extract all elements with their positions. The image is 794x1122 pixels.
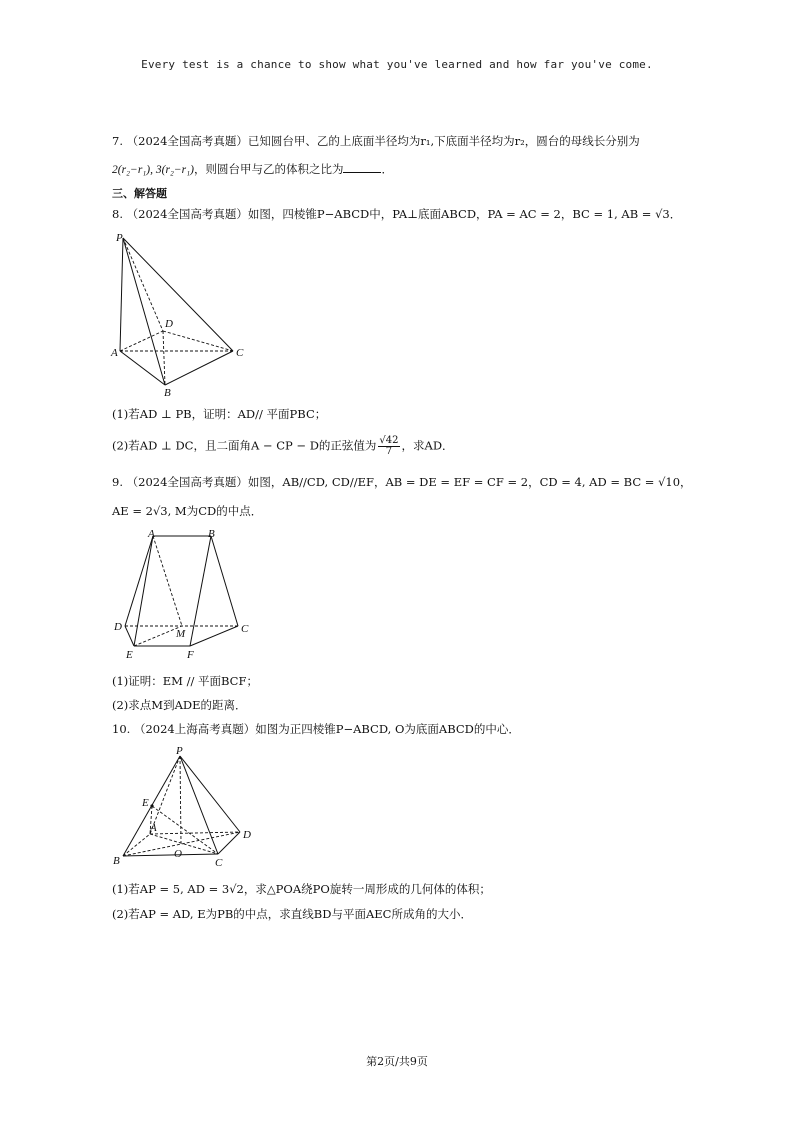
q10-label-D: D — [243, 829, 251, 841]
q8-fraction-denominator: 7 — [385, 446, 393, 457]
q8-part2-text-a: (2)若AD ⊥ DC，且二面角A − CP − D的正弦值为 — [112, 438, 377, 453]
q8-part2 — [112, 436, 454, 457]
q10-label-C: C — [215, 857, 223, 869]
q10-stem: 10. （2024上海高考真题）如图为正四棱锥P−ABCD, O为底面ABCD的中心． — [112, 722, 520, 736]
q8-label-B: B — [164, 387, 171, 398]
section-title: 三、解答题 — [112, 187, 167, 200]
q8-label-A: A — [111, 347, 118, 359]
q9-label-A: A — [148, 528, 155, 540]
q10-pyramid-figure — [108, 742, 258, 872]
q7-answer-blank — [343, 162, 381, 173]
q9-label-B: B — [208, 528, 215, 540]
q9-label-C: C — [241, 623, 249, 635]
q8-part2-text-b: ，求AD． — [401, 438, 454, 453]
q9-label-E: E — [126, 649, 133, 661]
q9-stem-line2: AE = 2√3, M为CD的中点． — [112, 504, 263, 518]
q8-part1: (1)若AD ⊥ PB，证明：AD// 平面PBC； — [112, 407, 327, 421]
q9-part2: (2)求点M到ADE的距离． — [112, 698, 247, 712]
q7-line2-math: 2(r₂−r₁), 3(r₂−r₁) — [112, 164, 194, 176]
page-motto: Every test is a chance to show what you've learned and how far you've come. — [141, 58, 653, 71]
q7-line1: 7. （2024全国高考真题）已知圆台甲、乙的上底面半径均为r₁,下底面半径均为r₂，圆台的母线长分别为 — [112, 134, 640, 148]
q9-part1: (1)证明：EM // 平面BCF； — [112, 674, 258, 688]
q10-part1: (1)若AP = 5, AD = 3√2，求△POA绕PO旋转一周形成的几何体的体积； — [112, 882, 491, 896]
q10-label-A: A — [150, 822, 157, 834]
q10-label-E: E — [142, 797, 149, 809]
q10-label-P: P — [176, 745, 183, 757]
q10-part2: (2)若AP = AD, E为PB的中点，求直线BD与平面AEC所成角的大小． — [112, 907, 472, 921]
q8-label-P: P — [116, 232, 123, 244]
q7-line2-text: ，则圆台甲与乙的体积之比为 — [193, 162, 344, 176]
page-number: 第2页/共9页 — [366, 1055, 428, 1068]
q8-fraction — [378, 436, 399, 457]
q10-point-E — [150, 804, 153, 807]
q9-polyhedron-figure — [108, 524, 258, 664]
q10-label-O: O — [174, 848, 182, 860]
q8-label-D: D — [165, 318, 173, 330]
q8-stem: 8. （2024全国高考真题）如图，四棱锥P−ABCD中，PA⊥底面ABCD，PA = AC = 2，BC = 1, AB = √3． — [112, 207, 682, 221]
q8-label-C: C — [236, 347, 244, 359]
q7-line2 — [112, 161, 393, 178]
q9-label-F: F — [187, 649, 194, 661]
q10-label-B: B — [113, 855, 120, 867]
q9-label-M: M — [176, 628, 186, 640]
q8-fraction-numerator: √42 — [379, 435, 399, 446]
q9-label-D: D — [114, 621, 122, 633]
q9-stem-line1: 9. （2024全国高考真题）如图，AB//CD, CD//EF，AB = DE = EF = CF = 2，CD = 4, AD = BC = √10， — [112, 475, 692, 489]
q8-pyramid-figure — [108, 226, 258, 398]
q7-line2-end: ． — [381, 162, 393, 176]
